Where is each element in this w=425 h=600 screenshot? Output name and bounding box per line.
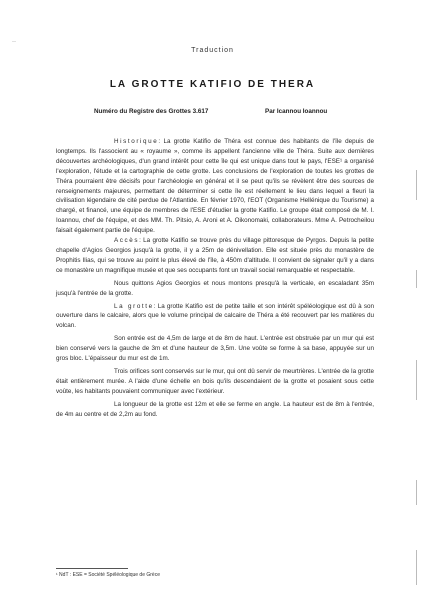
paragraph-climb: Nous quittons Agios Georgios et nous montons presqu'à la verticale, en escaladant 35m jusqu'à l'entrée de la grotte. xyxy=(56,279,374,297)
section-label-cave: La grotte xyxy=(114,302,154,310)
paragraph-entrance: Son entrée est de 4,5m de large et de 8m de haut. L'entrée est obstruée par un mur qui est bien conservé vers la gauche de 3m et d'une hauteur de 3,5m. Une voûte se forme à sa base, appuyée sur un gros bloc. L'épaisseur du mur est de 1m. xyxy=(56,335,374,363)
paragraph-cave-text: : La grotte Katifio est de petite taille et son intérêt spéléologique est dû à son ouverture dans le calcaire, alors que le volume principal de calcaire de Théra a été recouvert par les matières du volcan. xyxy=(56,302,374,330)
paragraph-length: La longueur de la grotte est 12m et elle se ferme en angle. La hauteur est de 8m à l'entrée, de 4m au centre et de 2,2m au fond. xyxy=(56,400,374,418)
section-label-history: Historique xyxy=(114,138,159,145)
translation-label: Traduction xyxy=(191,47,234,54)
scan-edge-marks xyxy=(415,150,419,595)
document-body xyxy=(56,137,374,419)
page-mark: — xyxy=(12,38,16,43)
footnote-divider xyxy=(56,568,128,569)
author-line: Par Icannou Ioannou xyxy=(265,108,328,115)
paragraph-orifices: Trois orifices sont conservés sur le mur, qui ont dû servir de meurtrières. L'entrée de la grotte était entièrement murée. A l'aide d'une échelle en bois qu'ils descendaient de la grotte et posaient sous cette voûte, les habitants pouvaient communiquer avec l'extérieur. xyxy=(56,367,374,395)
paragraph-history xyxy=(56,137,374,236)
registry-number: Numéro du Registre des Grottes 3.617 xyxy=(94,108,209,115)
document-title: LA GROTTE KATIFIO DE THERA xyxy=(109,79,316,90)
footnote: ¹ NdT : ESE = Société Spéléologique de Grèce xyxy=(56,572,160,578)
paragraph-cave xyxy=(56,302,374,332)
paragraph-access-text: : La grotte Katifio se trouve près du village pittoresque de Pyrgos. Depuis la petite chapelle d'Agios Georgios jusqu'à la grotte, il y a 25m de dénivellation. Elle est située près du monastère de Prophitis Ilias, qui se trouve au point le plus élevé de l'île, à 450m d'altitude. Il convient de signaler qu'il y a dans ce monastère un magnifique musée et que ses occupants font un travail social remarquable et respectable. xyxy=(56,237,374,274)
section-label-access: Accès xyxy=(114,237,140,245)
paragraph-access xyxy=(56,236,374,276)
paragraph-history-text: : La grotte Katifio de Théra est connue des habitants de l'île depuis de longtemps. Ils l'associent au « royaume », comme ils appellent l'ancienne ville de Théra. Suite aux dernières découvertes archéologiques, d'un grand intérêt pour cette île qui est unique dans tout le pays, l'ESE¹ a organisé l'exploration, l'étude et la cartographie de cette grotte. Les conclusions de l'exploration de toutes les grottes de Théra pourraient être décisifs pour l'archéologie en général et il se peut qu'ils se révèlent être des sources de renseignements majeures, permettant de déterminer si cette île est réellement le lieu dans lequel a fleuri la civilisation légendaire de cité perdue de l'Atlantide. En février 1970, l'EOT (Organisme Hellénique du Tourisme) a chargé, et financé, une équipe de membres de l'ESE d'étudier la grotte Katifio. Le groupe était composé de M. I. Ioannou, chef de l'équipe, et des MM. Th. Pitsio, A. Aroni et A. Oikonomaki, collaborateurs. Mme A. Petrocheilou faisait également partie de l'équipe. xyxy=(56,138,374,235)
